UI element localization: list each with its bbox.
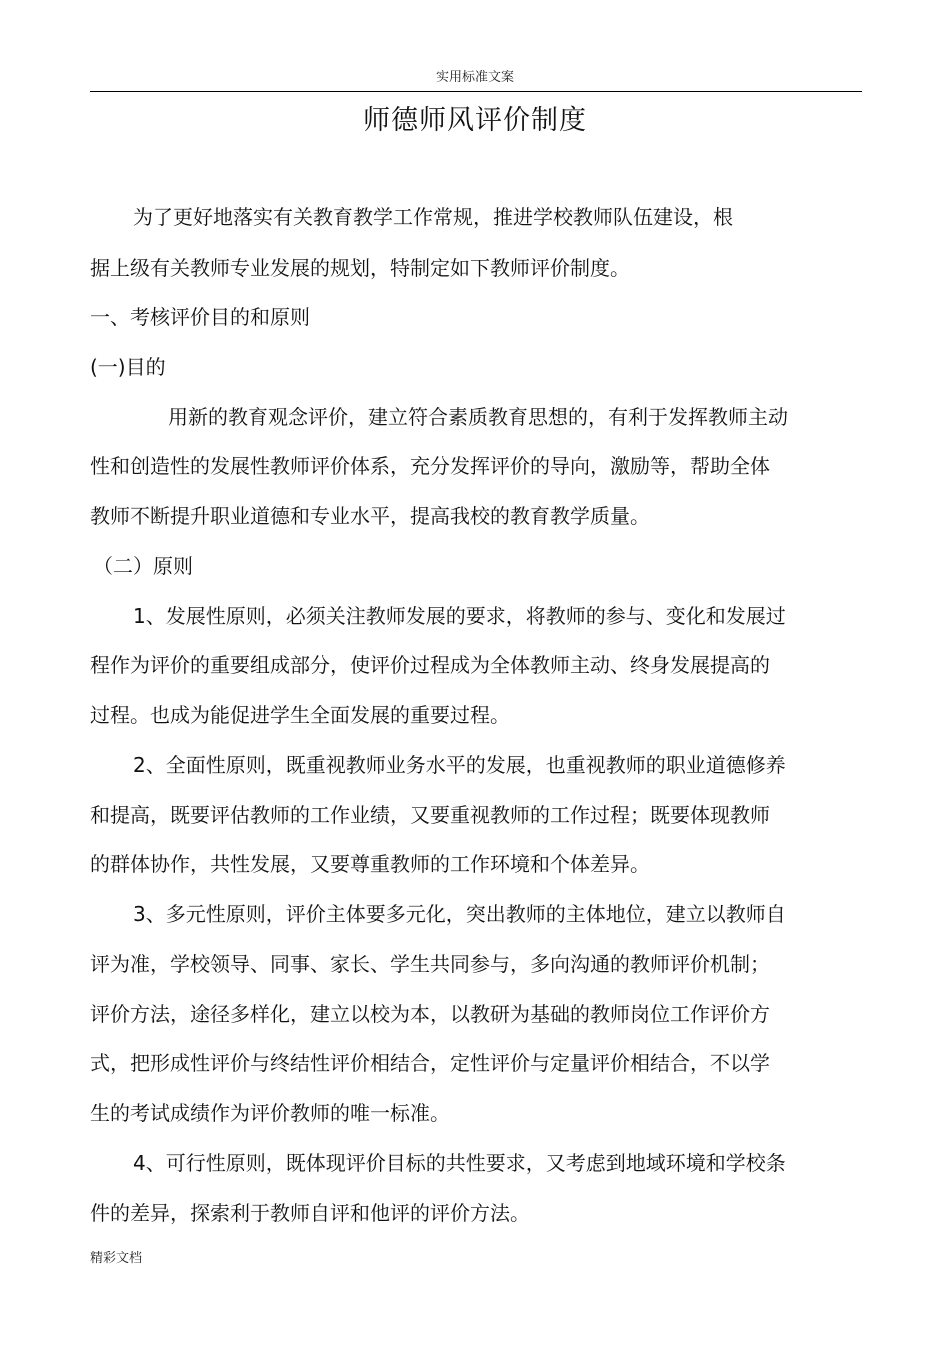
- subsection-heading: (一)目的: [90, 355, 166, 379]
- paragraph-line: 生的考试成绩作为评价教师的唯一标准。: [90, 1101, 450, 1125]
- document-title: 师德师风评价制度: [363, 105, 587, 136]
- paragraph-line: 3、多元性原则，评价主体要多元化，突出教师的主体地位，建立以教师自: [133, 902, 786, 926]
- paragraph-line: 件的差异，探索利于教师自评和他评的评价方法。: [90, 1201, 530, 1225]
- paragraph-line: 教师不断提升职业道德和专业水平，提高我校的教育教学质量。: [90, 504, 650, 528]
- page-footer: 精彩文档: [90, 1251, 143, 1266]
- paragraph-line: 评为准，学校领导、同事、家长、学生共同参与，多向沟通的教师评价机制；: [90, 952, 770, 976]
- paragraph-line: 和提高，既要评估教师的工作业绩，又要重视教师的工作过程；既要体现教师: [90, 803, 770, 827]
- paragraph-line: 程作为评价的重要组成部分，使评价过程成为全体教师主动、终身发展提高的: [90, 653, 770, 677]
- subsection-heading: （二）原则: [93, 554, 193, 578]
- paragraph-line: 的群体协作，共性发展，又要尊重教师的工作环境和个体差异。: [90, 852, 650, 876]
- paragraph-line: 2、全面性原则，既重视教师业务水平的发展，也重视教师的职业道德修养: [133, 753, 786, 777]
- paragraph-line: 据上级有关教师专业发展的规划，特制定如下教师评价制度。: [90, 256, 630, 280]
- page-header: 实用标准文案: [435, 70, 514, 85]
- paragraph-line: 用新的教育观念评价，建立符合素质教育思想的，有利于发挥教师主动: [168, 405, 788, 429]
- paragraph-line: 为了更好地落实有关教育教学工作常规，推进学校教师队伍建设，根: [133, 205, 733, 229]
- header-divider: [90, 91, 862, 92]
- paragraph-line: 式，把形成性评价与终结性评价相结合，定性评价与定量评价相结合，不以学: [90, 1051, 770, 1075]
- paragraph-line: 性和创造性的发展性教师评价体系，充分发挥评价的导向，激励等，帮助全体: [90, 454, 770, 478]
- paragraph-line: 4、可行性原则，既体现评价目标的共性要求，又考虑到地域环境和学校条: [133, 1151, 786, 1175]
- paragraph-line: 过程。也成为能促进学生全面发展的重要过程。: [90, 703, 510, 727]
- section-heading: 一、考核评价目的和原则: [90, 305, 310, 329]
- paragraph-line: 评价方法，途径多样化，建立以校为本，以教研为基础的教师岗位工作评价方: [90, 1002, 770, 1026]
- paragraph-line: 1、发展性原则，必须关注教师发展的要求，将教师的参与、变化和发展过: [133, 604, 786, 628]
